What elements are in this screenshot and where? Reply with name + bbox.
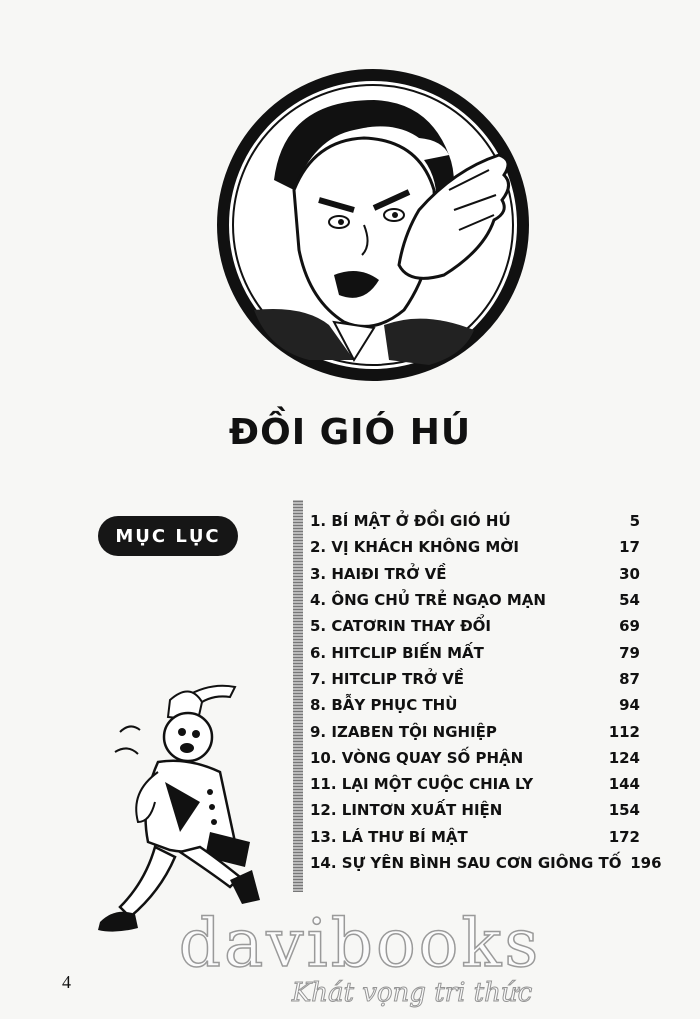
toc-entry-title: 13. LÁ THƯ BÍ MẬT: [310, 827, 468, 846]
toc-entry-page: 94: [619, 696, 640, 715]
toc-entry: [310, 692, 640, 718]
toc-heading-badge: MỤC LỤC: [98, 516, 238, 556]
toc-entry-title: 14. SỰ YÊN BÌNH SAU CƠN GIÔNG TỐ: [310, 854, 622, 872]
toc-entry-page: 124: [608, 748, 640, 767]
page-number: 4: [62, 972, 71, 992]
toc-entry-page: 196: [630, 854, 662, 872]
toc-entry-title: 5. CATƠRIN THAY ĐỔI: [310, 617, 491, 636]
toc-entry-page: 79: [619, 643, 640, 662]
toc-entry: [310, 587, 640, 613]
toc-entry-page: 30: [619, 564, 640, 583]
table-of-contents: [310, 508, 662, 876]
toc-entry: [310, 666, 640, 692]
toc-entry: [310, 508, 640, 534]
toc-entry-title: 11. LẠI MỘT CUỘC CHIA LY: [310, 775, 534, 794]
toc-entry-title: 2. VỊ KHÁCH KHÔNG MỜI: [310, 538, 519, 557]
toc-entry-page: 87: [619, 669, 640, 688]
toc-entry: [310, 534, 640, 560]
toc-entry-title: 10. VÒNG QUAY SỐ PHẬN: [310, 748, 524, 767]
toc-entry-page: 144: [608, 775, 640, 794]
toc-entry: [310, 561, 640, 587]
toc-entry-page: 17: [619, 538, 640, 557]
toc-entry: [310, 639, 640, 665]
toc-entry: [310, 771, 640, 797]
toc-entry: [310, 613, 640, 639]
toc-entry-title: 1. BÍ MẬT Ở ĐỒI GIÓ HÚ: [310, 512, 511, 531]
toc-entry-title: 7. HITCLIP TRỞ VỀ: [310, 669, 465, 688]
toc-entry-page: 112: [608, 722, 640, 741]
character-portrait-illustration: [214, 60, 532, 390]
toc-entry-title: 4. ÔNG CHỦ TRẺ NGẠO MẠN: [310, 591, 546, 610]
watermark-brand: davibooks: [178, 905, 542, 982]
book-title: ĐỒI GIÓ HÚ: [228, 412, 472, 453]
toc-entry-page: 172: [608, 827, 640, 846]
toc-entry: [310, 824, 640, 850]
toc-entry-page: 69: [619, 617, 640, 636]
toc-entry: [310, 718, 640, 744]
watermark-tagline: Khát vọng tri thức: [291, 978, 533, 1008]
toc-entry-title: 6. HITCLIP BIẾN MẤT: [310, 643, 484, 662]
toc-entry-page: 54: [619, 591, 640, 610]
toc-entry: [310, 850, 662, 876]
toc-entry-title: 9. IZABEN TỘI NGHIỆP: [310, 722, 497, 741]
toc-divider-bar: [293, 500, 303, 892]
toc-entry-title: 3. HAIĐI TRỞ VỀ: [310, 564, 447, 583]
toc-entry-title: 12. LINTƠN XUẤT HIỆN: [310, 801, 503, 820]
toc-entry: [310, 745, 640, 771]
toc-entry-page: 154: [608, 801, 640, 820]
toc-entry-title: 8. BẪY PHỤC THÙ: [310, 696, 458, 715]
toc-entry: [310, 797, 640, 823]
toc-entry-page: 5: [629, 512, 640, 531]
